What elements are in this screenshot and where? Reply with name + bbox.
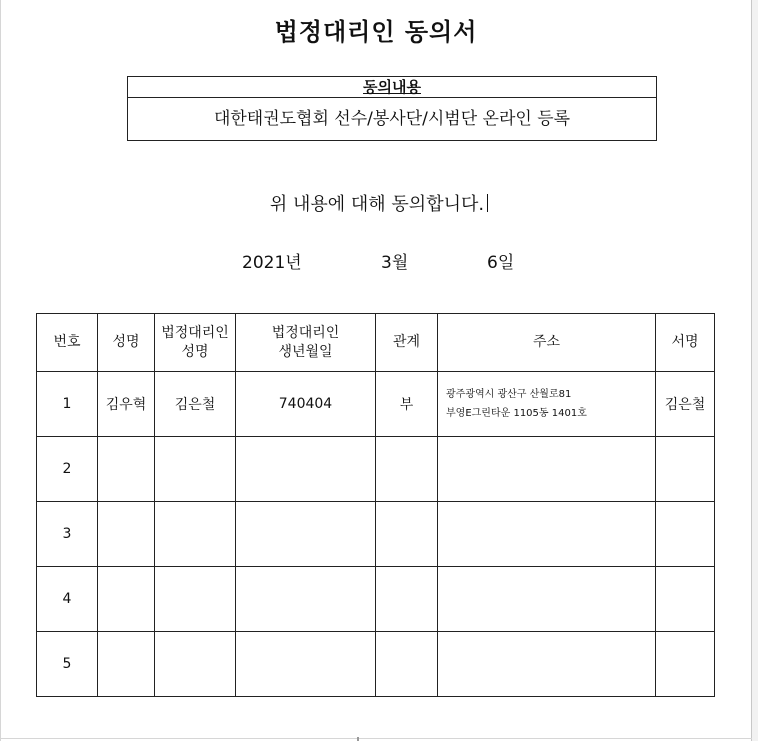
- cell-address[interactable]: [438, 632, 656, 697]
- document-title: 법정대리인 동의서: [274, 17, 478, 46]
- consent-header: [128, 77, 656, 98]
- page-shadow: [752, 0, 758, 741]
- agreement-statement: 위 내용에 대해 동의합니다.: [269, 194, 485, 215]
- table-row: [37, 567, 715, 632]
- cell-number: 2: [37, 437, 98, 502]
- cell-name[interactable]: 김우혁: [98, 372, 155, 437]
- cell-guardian-name[interactable]: [155, 567, 236, 632]
- consent-header-label: 동의내용: [363, 78, 421, 96]
- cell-guardian-name[interactable]: [155, 437, 236, 502]
- consent-box: [127, 76, 657, 141]
- cell-number: 3: [37, 502, 98, 567]
- cell-guardian-birth[interactable]: [236, 567, 376, 632]
- cell-guardian-birth[interactable]: [236, 632, 376, 697]
- cell-signature[interactable]: [656, 632, 715, 697]
- cell-address[interactable]: [438, 502, 656, 567]
- cell-number: 4: [37, 567, 98, 632]
- cell-relation[interactable]: 부: [376, 372, 438, 437]
- page-marker: [357, 737, 359, 741]
- cell-guardian-name[interactable]: [155, 632, 236, 697]
- cell-relation[interactable]: [376, 567, 438, 632]
- header-guardian-name: 법정대리인 성명: [155, 314, 236, 372]
- agreement-line[interactable]: [0, 190, 758, 216]
- cell-signature[interactable]: [656, 502, 715, 567]
- header-name: 성명: [98, 314, 155, 372]
- cell-number: 5: [37, 632, 98, 697]
- cell-relation[interactable]: [376, 632, 438, 697]
- header-signature: 서명: [656, 314, 715, 372]
- cell-relation[interactable]: [376, 502, 438, 567]
- cell-name[interactable]: [98, 437, 155, 502]
- page-bottom-edge: [0, 738, 752, 739]
- cell-relation[interactable]: [376, 437, 438, 502]
- cell-signature[interactable]: [656, 437, 715, 502]
- cell-guardian-name[interactable]: 김은철: [155, 372, 236, 437]
- date-day: 6일: [487, 253, 515, 273]
- address-line-2: 부영E그린타운 1105동 1401호: [446, 408, 587, 419]
- cell-guardian-name[interactable]: [155, 502, 236, 567]
- table-row: [37, 372, 715, 437]
- cell-name[interactable]: [98, 632, 155, 697]
- cell-guardian-birth[interactable]: [236, 437, 376, 502]
- table-row: [37, 632, 715, 697]
- header-number: 번호: [37, 314, 98, 372]
- cell-address[interactable]: [438, 567, 656, 632]
- text-cursor: [487, 194, 488, 212]
- address-line-1: 광주광역시 광산구 산월로81: [446, 389, 572, 400]
- page-left-edge: [0, 0, 1, 741]
- table-row: [37, 502, 715, 567]
- guardian-table: [36, 313, 715, 697]
- cell-signature[interactable]: 김은철: [656, 372, 715, 437]
- date-month: 3월: [381, 253, 409, 273]
- table-header-row: [37, 314, 715, 372]
- cell-number: 1: [37, 372, 98, 437]
- header-relation: 관계: [376, 314, 438, 372]
- table-row: [37, 437, 715, 502]
- date-year: 2021년: [242, 253, 302, 273]
- cell-guardian-birth[interactable]: 740404: [236, 372, 376, 437]
- cell-address[interactable]: [438, 437, 656, 502]
- cell-name[interactable]: [98, 502, 155, 567]
- cell-guardian-birth[interactable]: [236, 502, 376, 567]
- cell-signature[interactable]: [656, 567, 715, 632]
- cell-address[interactable]: [438, 372, 656, 437]
- header-guardian-birth: 법정대리인 생년월일: [236, 314, 376, 372]
- header-address: 주소: [438, 314, 656, 372]
- consent-content: 대한태권도협회 선수/봉사단/시범단 온라인 등록: [213, 109, 571, 129]
- cell-name[interactable]: [98, 567, 155, 632]
